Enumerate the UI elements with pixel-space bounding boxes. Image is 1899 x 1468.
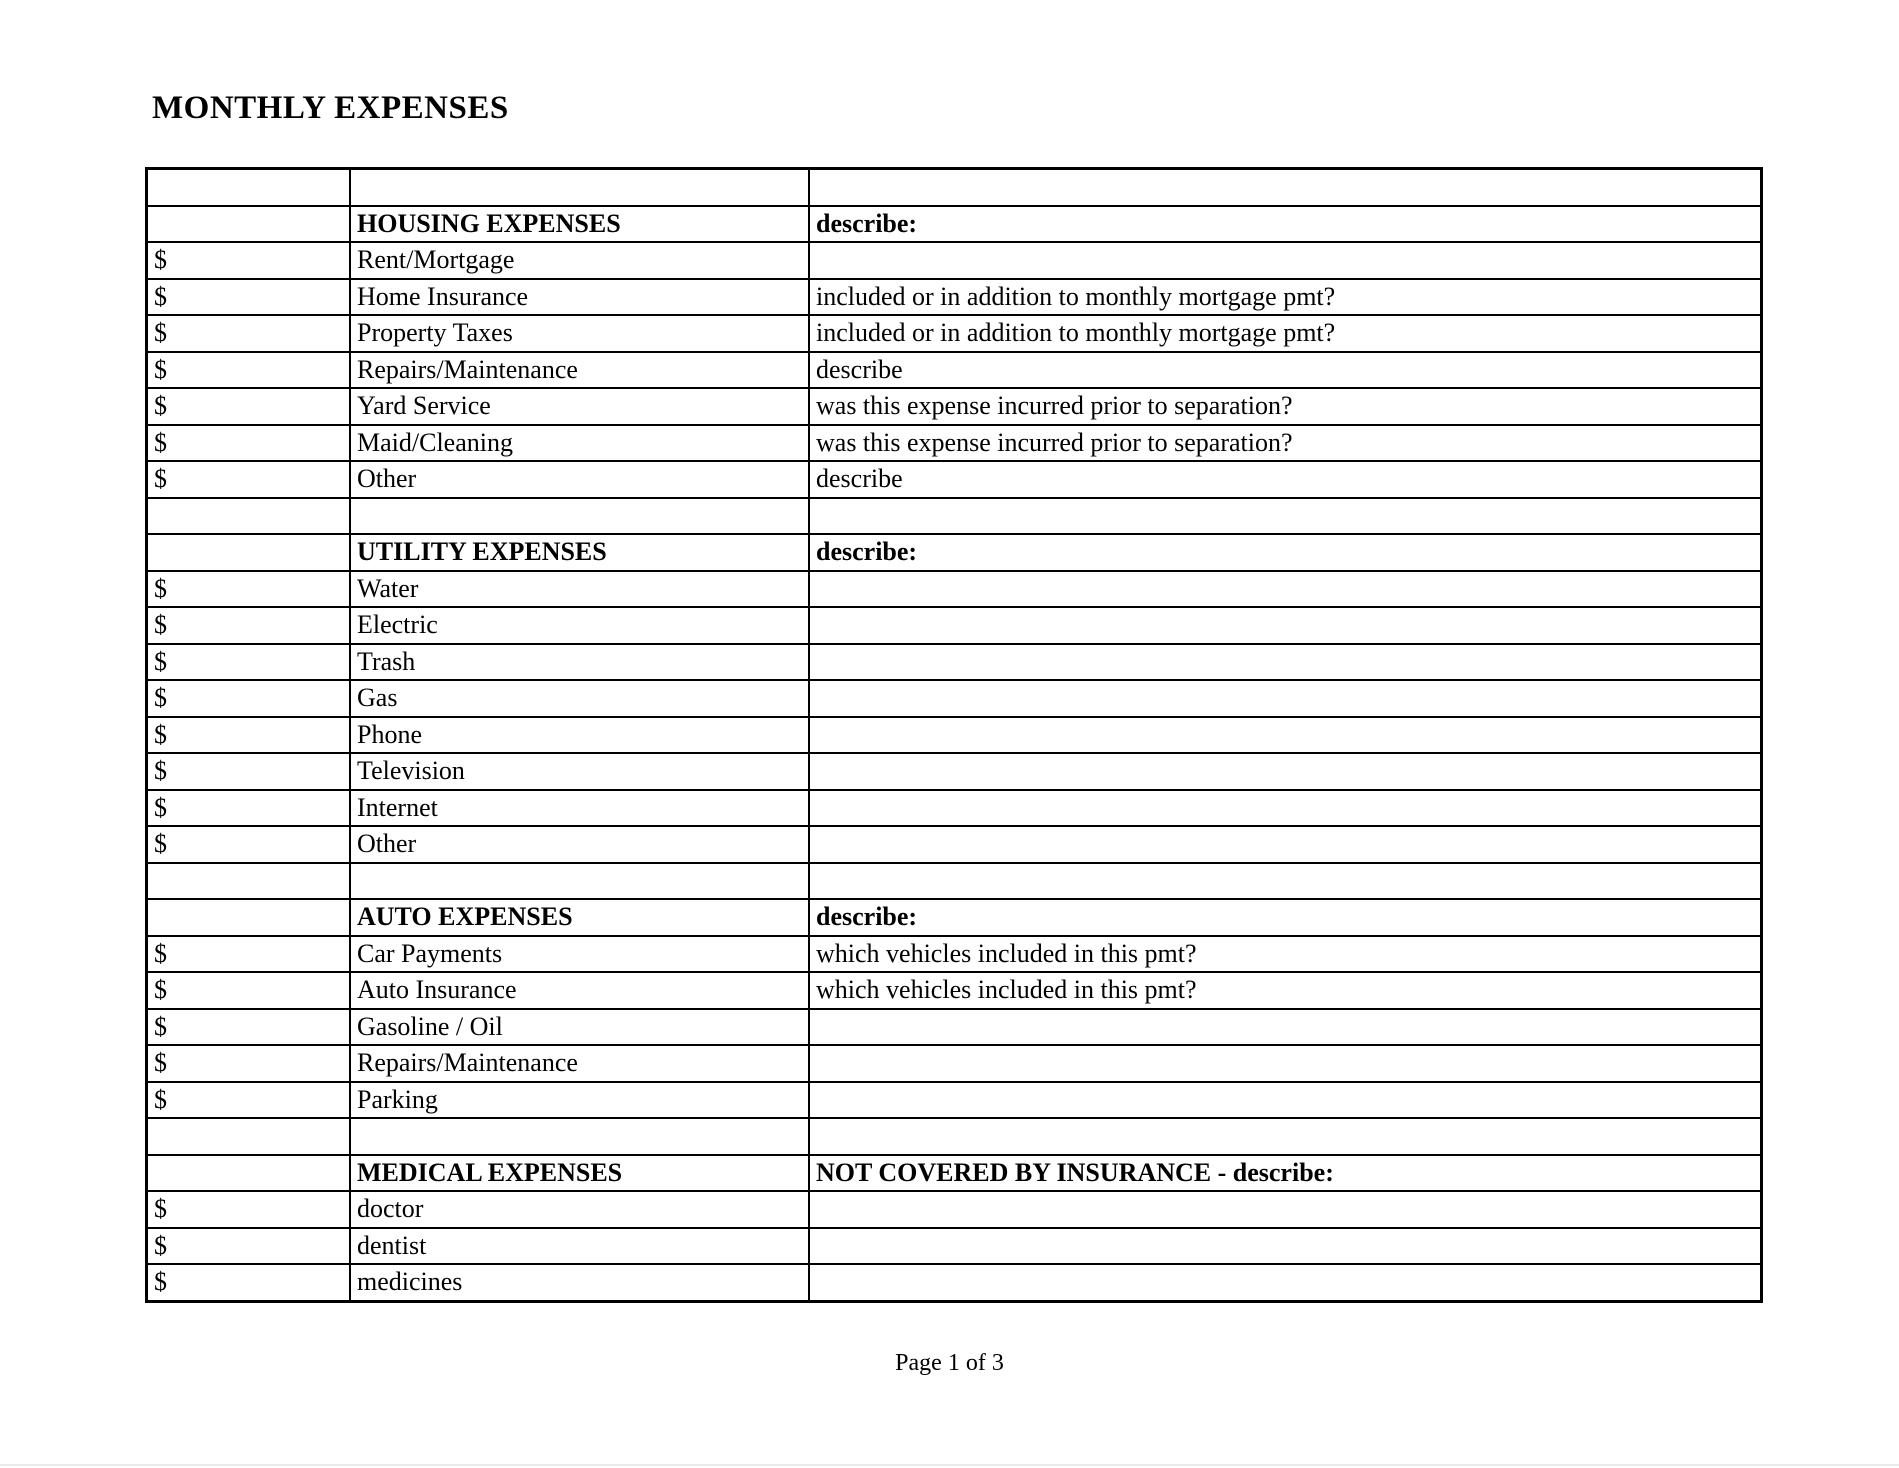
cell-describe: describe — [809, 461, 1762, 498]
cell-describe — [809, 169, 1762, 206]
table-row — [147, 1191, 1762, 1228]
cell-item-label: Internet — [350, 790, 809, 827]
cell-describe — [809, 1264, 1762, 1301]
cell-item-label: Auto Insurance — [350, 972, 809, 1009]
cell-amount — [147, 534, 351, 571]
cell-amount: $ — [147, 571, 351, 608]
cell-amount — [147, 206, 351, 243]
table-row — [147, 863, 1762, 900]
table-row — [147, 972, 1762, 1009]
cell-item-label: Other — [350, 826, 809, 863]
cell-item-label: Home Insurance — [350, 279, 809, 316]
cell-describe: was this expense incurred prior to separation? — [809, 388, 1762, 425]
cell-amount — [147, 169, 351, 206]
cell-amount: $ — [147, 461, 351, 498]
cell-describe: NOT COVERED BY INSURANCE - describe: — [809, 1155, 1762, 1192]
cell-amount — [147, 498, 351, 535]
table-row — [147, 1228, 1762, 1265]
cell-amount: $ — [147, 717, 351, 754]
cell-amount: $ — [147, 242, 351, 279]
cell-amount: $ — [147, 1009, 351, 1046]
cell-item-label — [350, 1118, 809, 1155]
cell-describe — [809, 242, 1762, 279]
cell-item-label: Property Taxes — [350, 315, 809, 352]
table-row — [147, 169, 1762, 206]
cell-item-label: doctor — [350, 1191, 809, 1228]
cell-item-label: UTILITY EXPENSES — [350, 534, 809, 571]
table-row — [147, 206, 1762, 243]
cell-amount: $ — [147, 972, 351, 1009]
cell-item-label: Electric — [350, 607, 809, 644]
cell-describe — [809, 753, 1762, 790]
table-row — [147, 1045, 1762, 1082]
cell-item-label: MEDICAL EXPENSES — [350, 1155, 809, 1192]
page-footer: Page 1 of 3 — [895, 1350, 1004, 1376]
table-row — [147, 571, 1762, 608]
table-row — [147, 279, 1762, 316]
table-row — [147, 644, 1762, 681]
cell-amount: $ — [147, 388, 351, 425]
table-row — [147, 242, 1762, 279]
cell-amount: $ — [147, 753, 351, 790]
cell-describe — [809, 1228, 1762, 1265]
cell-describe: which vehicles included in this pmt? — [809, 936, 1762, 973]
table-row — [147, 790, 1762, 827]
cell-describe — [809, 644, 1762, 681]
table-row — [147, 717, 1762, 754]
cell-describe — [809, 863, 1762, 900]
cell-amount: $ — [147, 425, 351, 462]
cell-item-label: Phone — [350, 717, 809, 754]
table-row — [147, 936, 1762, 973]
cell-amount: $ — [147, 607, 351, 644]
cell-item-label: Rent/Mortgage — [350, 242, 809, 279]
cell-describe: included or in addition to monthly mortgage pmt? — [809, 315, 1762, 352]
page-title: MONTHLY EXPENSES — [152, 90, 509, 126]
cell-item-label: Parking — [350, 1082, 809, 1119]
cell-item-label: Yard Service — [350, 388, 809, 425]
table-row — [147, 1118, 1762, 1155]
cell-item-label: Car Payments — [350, 936, 809, 973]
table-row — [147, 1009, 1762, 1046]
cell-describe: describe: — [809, 534, 1762, 571]
page-bottom-edge — [0, 1464, 1899, 1466]
cell-amount: $ — [147, 826, 351, 863]
table-row — [147, 826, 1762, 863]
cell-amount: $ — [147, 644, 351, 681]
cell-describe — [809, 717, 1762, 754]
table-row — [147, 1264, 1762, 1301]
cell-amount: $ — [147, 1264, 351, 1301]
cell-amount: $ — [147, 936, 351, 973]
cell-describe — [809, 607, 1762, 644]
cell-item-label: Gas — [350, 680, 809, 717]
cell-item-label — [350, 498, 809, 535]
cell-amount — [147, 1118, 351, 1155]
cell-item-label — [350, 169, 809, 206]
cell-item-label: Maid/Cleaning — [350, 425, 809, 462]
cell-describe: describe: — [809, 206, 1762, 243]
cell-describe: describe — [809, 352, 1762, 389]
cell-describe — [809, 790, 1762, 827]
cell-describe: was this expense incurred prior to separation? — [809, 425, 1762, 462]
table-row — [147, 352, 1762, 389]
cell-amount: $ — [147, 790, 351, 827]
table-row — [147, 534, 1762, 571]
cell-describe — [809, 498, 1762, 535]
cell-item-label: Repairs/Maintenance — [350, 352, 809, 389]
cell-describe — [809, 1082, 1762, 1119]
cell-item-label: Television — [350, 753, 809, 790]
cell-item-label: Gasoline / Oil — [350, 1009, 809, 1046]
cell-amount — [147, 863, 351, 900]
cell-amount: $ — [147, 1191, 351, 1228]
cell-item-label: medicines — [350, 1264, 809, 1301]
table-row — [147, 315, 1762, 352]
cell-amount: $ — [147, 279, 351, 316]
table-row — [147, 388, 1762, 425]
cell-describe: describe: — [809, 899, 1762, 936]
cell-amount: $ — [147, 1045, 351, 1082]
table-row — [147, 498, 1762, 535]
table-row — [147, 680, 1762, 717]
cell-item-label: Repairs/Maintenance — [350, 1045, 809, 1082]
monthly-expenses-table — [145, 167, 1763, 1303]
cell-item-label: HOUSING EXPENSES — [350, 206, 809, 243]
cell-item-label: dentist — [350, 1228, 809, 1265]
cell-amount: $ — [147, 315, 351, 352]
cell-describe — [809, 1191, 1762, 1228]
cell-amount: $ — [147, 1228, 351, 1265]
cell-amount — [147, 899, 351, 936]
cell-amount: $ — [147, 352, 351, 389]
cell-amount — [147, 1155, 351, 1192]
cell-item-label: AUTO EXPENSES — [350, 899, 809, 936]
table-row — [147, 461, 1762, 498]
cell-describe — [809, 571, 1762, 608]
table-row — [147, 425, 1762, 462]
cell-item-label: Other — [350, 461, 809, 498]
cell-amount: $ — [147, 1082, 351, 1119]
cell-describe — [809, 1009, 1762, 1046]
cell-describe — [809, 680, 1762, 717]
expenses-table-body — [147, 169, 1762, 1302]
cell-describe — [809, 1118, 1762, 1155]
cell-item-label: Trash — [350, 644, 809, 681]
cell-describe: included or in addition to monthly mortgage pmt? — [809, 279, 1762, 316]
cell-describe — [809, 826, 1762, 863]
table-row — [147, 1155, 1762, 1192]
table-row — [147, 607, 1762, 644]
table-row — [147, 1082, 1762, 1119]
cell-describe — [809, 1045, 1762, 1082]
table-row — [147, 899, 1762, 936]
cell-item-label: Water — [350, 571, 809, 608]
cell-amount: $ — [147, 680, 351, 717]
table-row — [147, 753, 1762, 790]
cell-describe: which vehicles included in this pmt? — [809, 972, 1762, 1009]
cell-item-label — [350, 863, 809, 900]
